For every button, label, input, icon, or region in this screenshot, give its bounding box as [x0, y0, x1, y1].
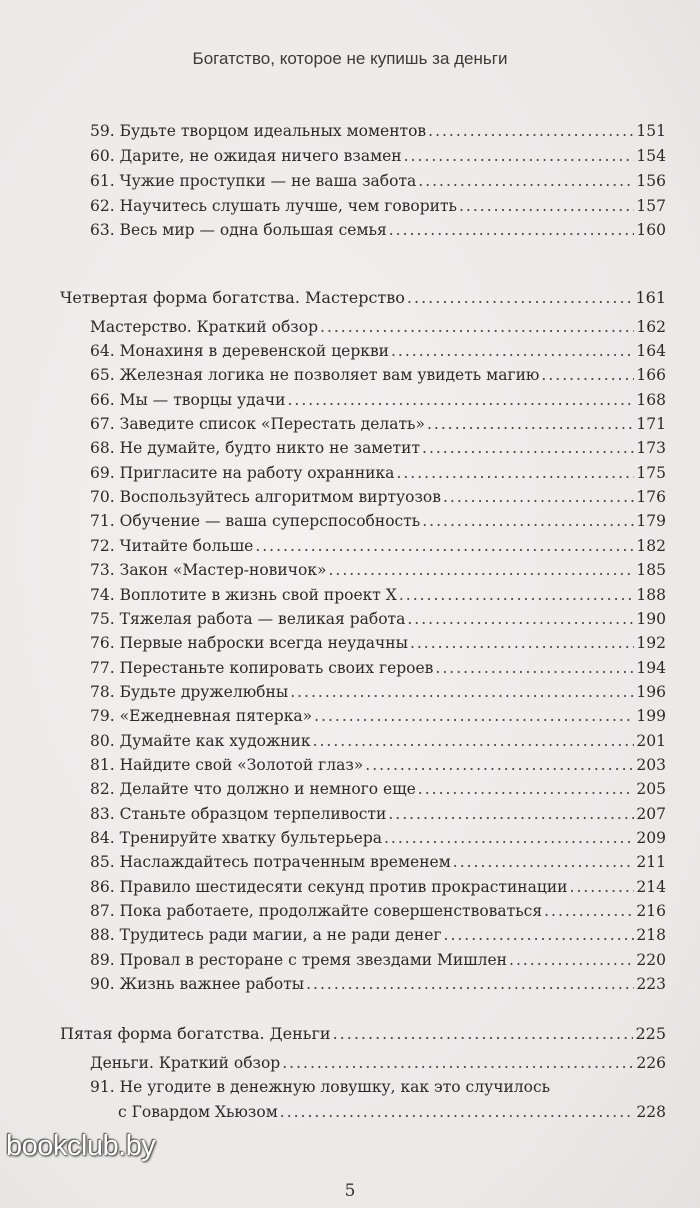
dot-leader: [396, 462, 634, 484]
entry-number: 83.: [90, 805, 115, 823]
entry-title: «Ежедневная пятерка»: [119, 707, 313, 725]
dot-leader: [255, 535, 634, 557]
entry-title: Перестаньте копировать своих героев: [119, 659, 434, 677]
dot-leader: [428, 120, 634, 142]
dot-leader: [453, 851, 635, 873]
entry-number: 69.: [90, 464, 115, 482]
dot-leader: [427, 413, 634, 435]
entry-title: Весь мир — одна большая семья: [119, 221, 387, 239]
dot-leader: [404, 145, 635, 167]
page-number: 5: [344, 1181, 356, 1201]
toc-entry: [90, 973, 666, 995]
entry-number: 63.: [90, 221, 115, 239]
dot-leader: [418, 778, 635, 800]
entry-number: 87.: [90, 902, 115, 920]
entry-page: 220: [636, 951, 666, 969]
entry-page: 168: [636, 391, 666, 409]
toc-entry: [90, 120, 666, 142]
toc-entry: [90, 705, 666, 727]
section-overview: [90, 316, 666, 338]
entry-number: 80.: [90, 732, 115, 750]
entry-title: Делайте что должно и немного еще: [119, 780, 416, 798]
toc-entry: [90, 827, 666, 849]
section-overview: [90, 1052, 666, 1074]
overview-page: 226: [636, 1054, 666, 1072]
dot-leader: [407, 287, 634, 309]
dot-leader: [306, 973, 634, 995]
entry-number: 73.: [90, 561, 115, 579]
toc-entry: [90, 803, 666, 825]
entry-number: 91.: [90, 1078, 115, 1096]
entry-page: 179: [636, 512, 666, 530]
toc-entry: [90, 730, 666, 752]
entry-title: Тяжелая работа — великая работа: [119, 610, 406, 628]
dot-leader: [282, 1052, 634, 1074]
entry-number: 67.: [90, 415, 115, 433]
entry-title: Чужие проступки — не ваша забота: [119, 172, 417, 190]
entry-page: 173: [636, 439, 666, 457]
dot-leader: [541, 364, 634, 386]
section-heading-mastery: [60, 287, 666, 309]
entry-title: Найдите свой «Золотой глаз»: [119, 756, 364, 774]
entry-title: Тренируйте хватку бультерьера: [119, 829, 382, 847]
toc-entry: [90, 754, 666, 776]
entry-page: 228: [636, 1103, 666, 1121]
entry-title-line1: Не угодите в денежную ловушку, как это случилось: [119, 1078, 551, 1096]
entry-title: Жизнь важнее работы: [119, 975, 305, 993]
entry-title: Станьте образцом терпеливости: [119, 805, 387, 823]
entry-number: 66.: [90, 391, 115, 409]
entry-page: 207: [636, 805, 666, 823]
entry-page: 157: [636, 197, 666, 215]
entry-title: Трудитесь ради магии, а не ради денег: [119, 926, 442, 944]
entry-page: 203: [636, 756, 666, 774]
entry-title: Будьте творцом идеальных моментов: [119, 122, 427, 140]
entry-title: Обучение — ваша суперспособность: [119, 512, 421, 530]
dot-leader: [509, 949, 634, 971]
entry-page: 171: [636, 415, 666, 433]
toc-entry: [90, 900, 666, 922]
overview-title: Мастерство. Краткий обзор: [90, 318, 319, 336]
entry-title: Наслаждайтесь потраченным временем: [119, 853, 451, 871]
entry-title: Воспользуйтесь алгоритмом виртуозов: [119, 488, 441, 506]
toc-entry: [90, 778, 666, 800]
entry-page: 205: [636, 780, 666, 798]
entry-title: Дарите, не ожидая ничего взамен: [119, 147, 402, 165]
entry-title: Пригласите на работу охранника: [119, 464, 395, 482]
dot-leader: [570, 876, 635, 898]
dot-leader: [422, 437, 634, 459]
entry-title: Первые наброски всегда неудачны: [119, 634, 408, 652]
running-title: Богатство, которое не купишь за деньги: [192, 49, 508, 68]
entry-title: Провал в ресторане с тремя звездами Мишлен: [119, 951, 508, 969]
toc-entry: [90, 535, 666, 557]
entry-title: Заведите список «Перестать делать»: [119, 415, 425, 433]
entry-page: 209: [636, 829, 666, 847]
dot-leader: [384, 827, 634, 849]
entry-page: 175: [636, 464, 666, 482]
entry-page: 211: [636, 853, 666, 871]
overview-title: Деньги. Краткий обзор: [90, 1054, 281, 1072]
entry-title: Не думайте, будто никто не заметит: [119, 439, 421, 457]
entry-number: 75.: [90, 610, 115, 628]
entry-title: Научитесь слушать лучше, чем говорить: [119, 197, 457, 215]
dot-leader: [314, 705, 634, 727]
entry-number: 77.: [90, 659, 115, 677]
dot-leader: [365, 754, 634, 776]
dot-leader: [313, 730, 635, 752]
dot-leader: [389, 219, 635, 241]
entry-title: Правило шестидесяти секунд против прокрастинации: [119, 878, 568, 896]
entry-number: 76.: [90, 634, 115, 652]
entry-number: 90.: [90, 975, 115, 993]
entry-number: 89.: [90, 951, 115, 969]
section-page: 225: [635, 1024, 666, 1043]
entry-number: 81.: [90, 756, 115, 774]
dot-leader: [443, 486, 634, 508]
entry-title: Монахиня в деревенской церкви: [119, 342, 389, 360]
entry-page: 216: [636, 902, 666, 920]
watermark-logo: bookclub.by: [6, 1130, 156, 1162]
entry-number: 68.: [90, 439, 115, 457]
toc-entry: [90, 413, 666, 435]
entry-number: 88.: [90, 926, 115, 944]
entry-number: 82.: [90, 780, 115, 798]
dot-leader: [391, 340, 634, 362]
toc-entry: [90, 924, 666, 946]
entry-number: 74.: [90, 586, 115, 604]
entry-title: Будьте дружелюбны: [119, 683, 289, 701]
entry-page: 154: [636, 147, 666, 165]
toc-entry: [90, 559, 666, 581]
entry-page: 214: [636, 878, 666, 896]
entry-title: Пока работаете, продолжайте совершенствоваться: [119, 902, 543, 920]
dot-leader: [410, 632, 634, 654]
toc-entry: [90, 389, 666, 411]
entry-number: 64.: [90, 342, 115, 360]
entry-number: 84.: [90, 829, 115, 847]
toc-entry: [90, 876, 666, 898]
toc-entry: [90, 145, 666, 167]
dot-leader: [435, 657, 634, 679]
entry-page: 199: [636, 707, 666, 725]
entry-page: 188: [636, 586, 666, 604]
entry-page: 164: [636, 342, 666, 360]
entry-page: 218: [636, 926, 666, 944]
section-heading-money: [60, 1023, 666, 1045]
entry-page: 160: [636, 221, 666, 239]
dot-leader: [333, 1023, 634, 1045]
entry-number: 71.: [90, 512, 115, 530]
dot-leader: [459, 195, 634, 217]
toc-entry: [90, 1076, 666, 1098]
entry-page: 192: [636, 634, 666, 652]
dot-leader: [444, 924, 635, 946]
entry-title: Воплотите в жизнь свой проект X: [119, 586, 397, 604]
entry-page: 190: [636, 610, 666, 628]
toc-entry: [90, 340, 666, 362]
section-title: Пятая форма богатства. Деньги: [60, 1024, 331, 1043]
toc-entry: [90, 219, 666, 241]
entry-number: 60.: [90, 147, 115, 165]
toc-entry: [90, 364, 666, 386]
entry-page: 196: [636, 683, 666, 701]
entry-title-line2: с Говардом Хьюзом: [118, 1103, 278, 1121]
toc-entry: [90, 462, 666, 484]
toc-entry: [90, 608, 666, 630]
dot-leader: [288, 389, 635, 411]
entry-page: 182: [636, 537, 666, 555]
entry-number: 65.: [90, 366, 115, 384]
entry-title: Мы — творцы удачи: [119, 391, 286, 409]
section-page: 161: [635, 288, 666, 307]
toc-entry: [90, 657, 666, 679]
entry-number: 62.: [90, 197, 115, 215]
entry-number: 79.: [90, 707, 115, 725]
entry-number: 72.: [90, 537, 115, 555]
entry-title: Читайте больше: [119, 537, 254, 555]
toc-entry: [90, 195, 666, 217]
entry-title: Железная логика не позволяет вам увидеть магию: [119, 366, 540, 384]
toc-entry: [90, 949, 666, 971]
toc-entry-continuation: [118, 1101, 666, 1123]
entry-number: 86.: [90, 878, 115, 896]
dot-leader: [544, 900, 634, 922]
dot-leader: [422, 510, 634, 532]
toc-entry: [90, 486, 666, 508]
toc-entry: [90, 681, 666, 703]
entry-number: 61.: [90, 172, 115, 190]
entry-number: 85.: [90, 853, 115, 871]
dot-leader: [280, 1101, 635, 1123]
dot-leader: [328, 559, 634, 581]
entry-page: 156: [636, 172, 666, 190]
entry-page: 194: [636, 659, 666, 677]
dot-leader: [388, 803, 634, 825]
toc-entry: [90, 437, 666, 459]
toc-entry: [90, 170, 666, 192]
entry-page: 176: [636, 488, 666, 506]
entry-number: 59.: [90, 122, 115, 140]
entry-title: Закон «Мастер-новичок»: [119, 561, 327, 579]
overview-page: 162: [636, 318, 666, 336]
entry-page: 223: [636, 975, 666, 993]
toc-entry: [90, 510, 666, 532]
section-title: Четвертая форма богатства. Мастерство: [60, 288, 405, 307]
dot-leader: [407, 608, 634, 630]
toc-entry: [90, 851, 666, 873]
entry-page: 151: [636, 122, 666, 140]
dot-leader: [290, 681, 634, 703]
dot-leader: [418, 170, 634, 192]
entry-title: Думайте как художник: [119, 732, 311, 750]
entry-page: 201: [636, 732, 666, 750]
toc-entry: [90, 584, 666, 606]
toc-entry: [90, 632, 666, 654]
entry-number: 78.: [90, 683, 115, 701]
entry-page: 185: [636, 561, 666, 579]
dot-leader: [320, 316, 634, 338]
entry-number: 70.: [90, 488, 115, 506]
dot-leader: [399, 584, 635, 606]
entry-page: 166: [636, 366, 666, 384]
